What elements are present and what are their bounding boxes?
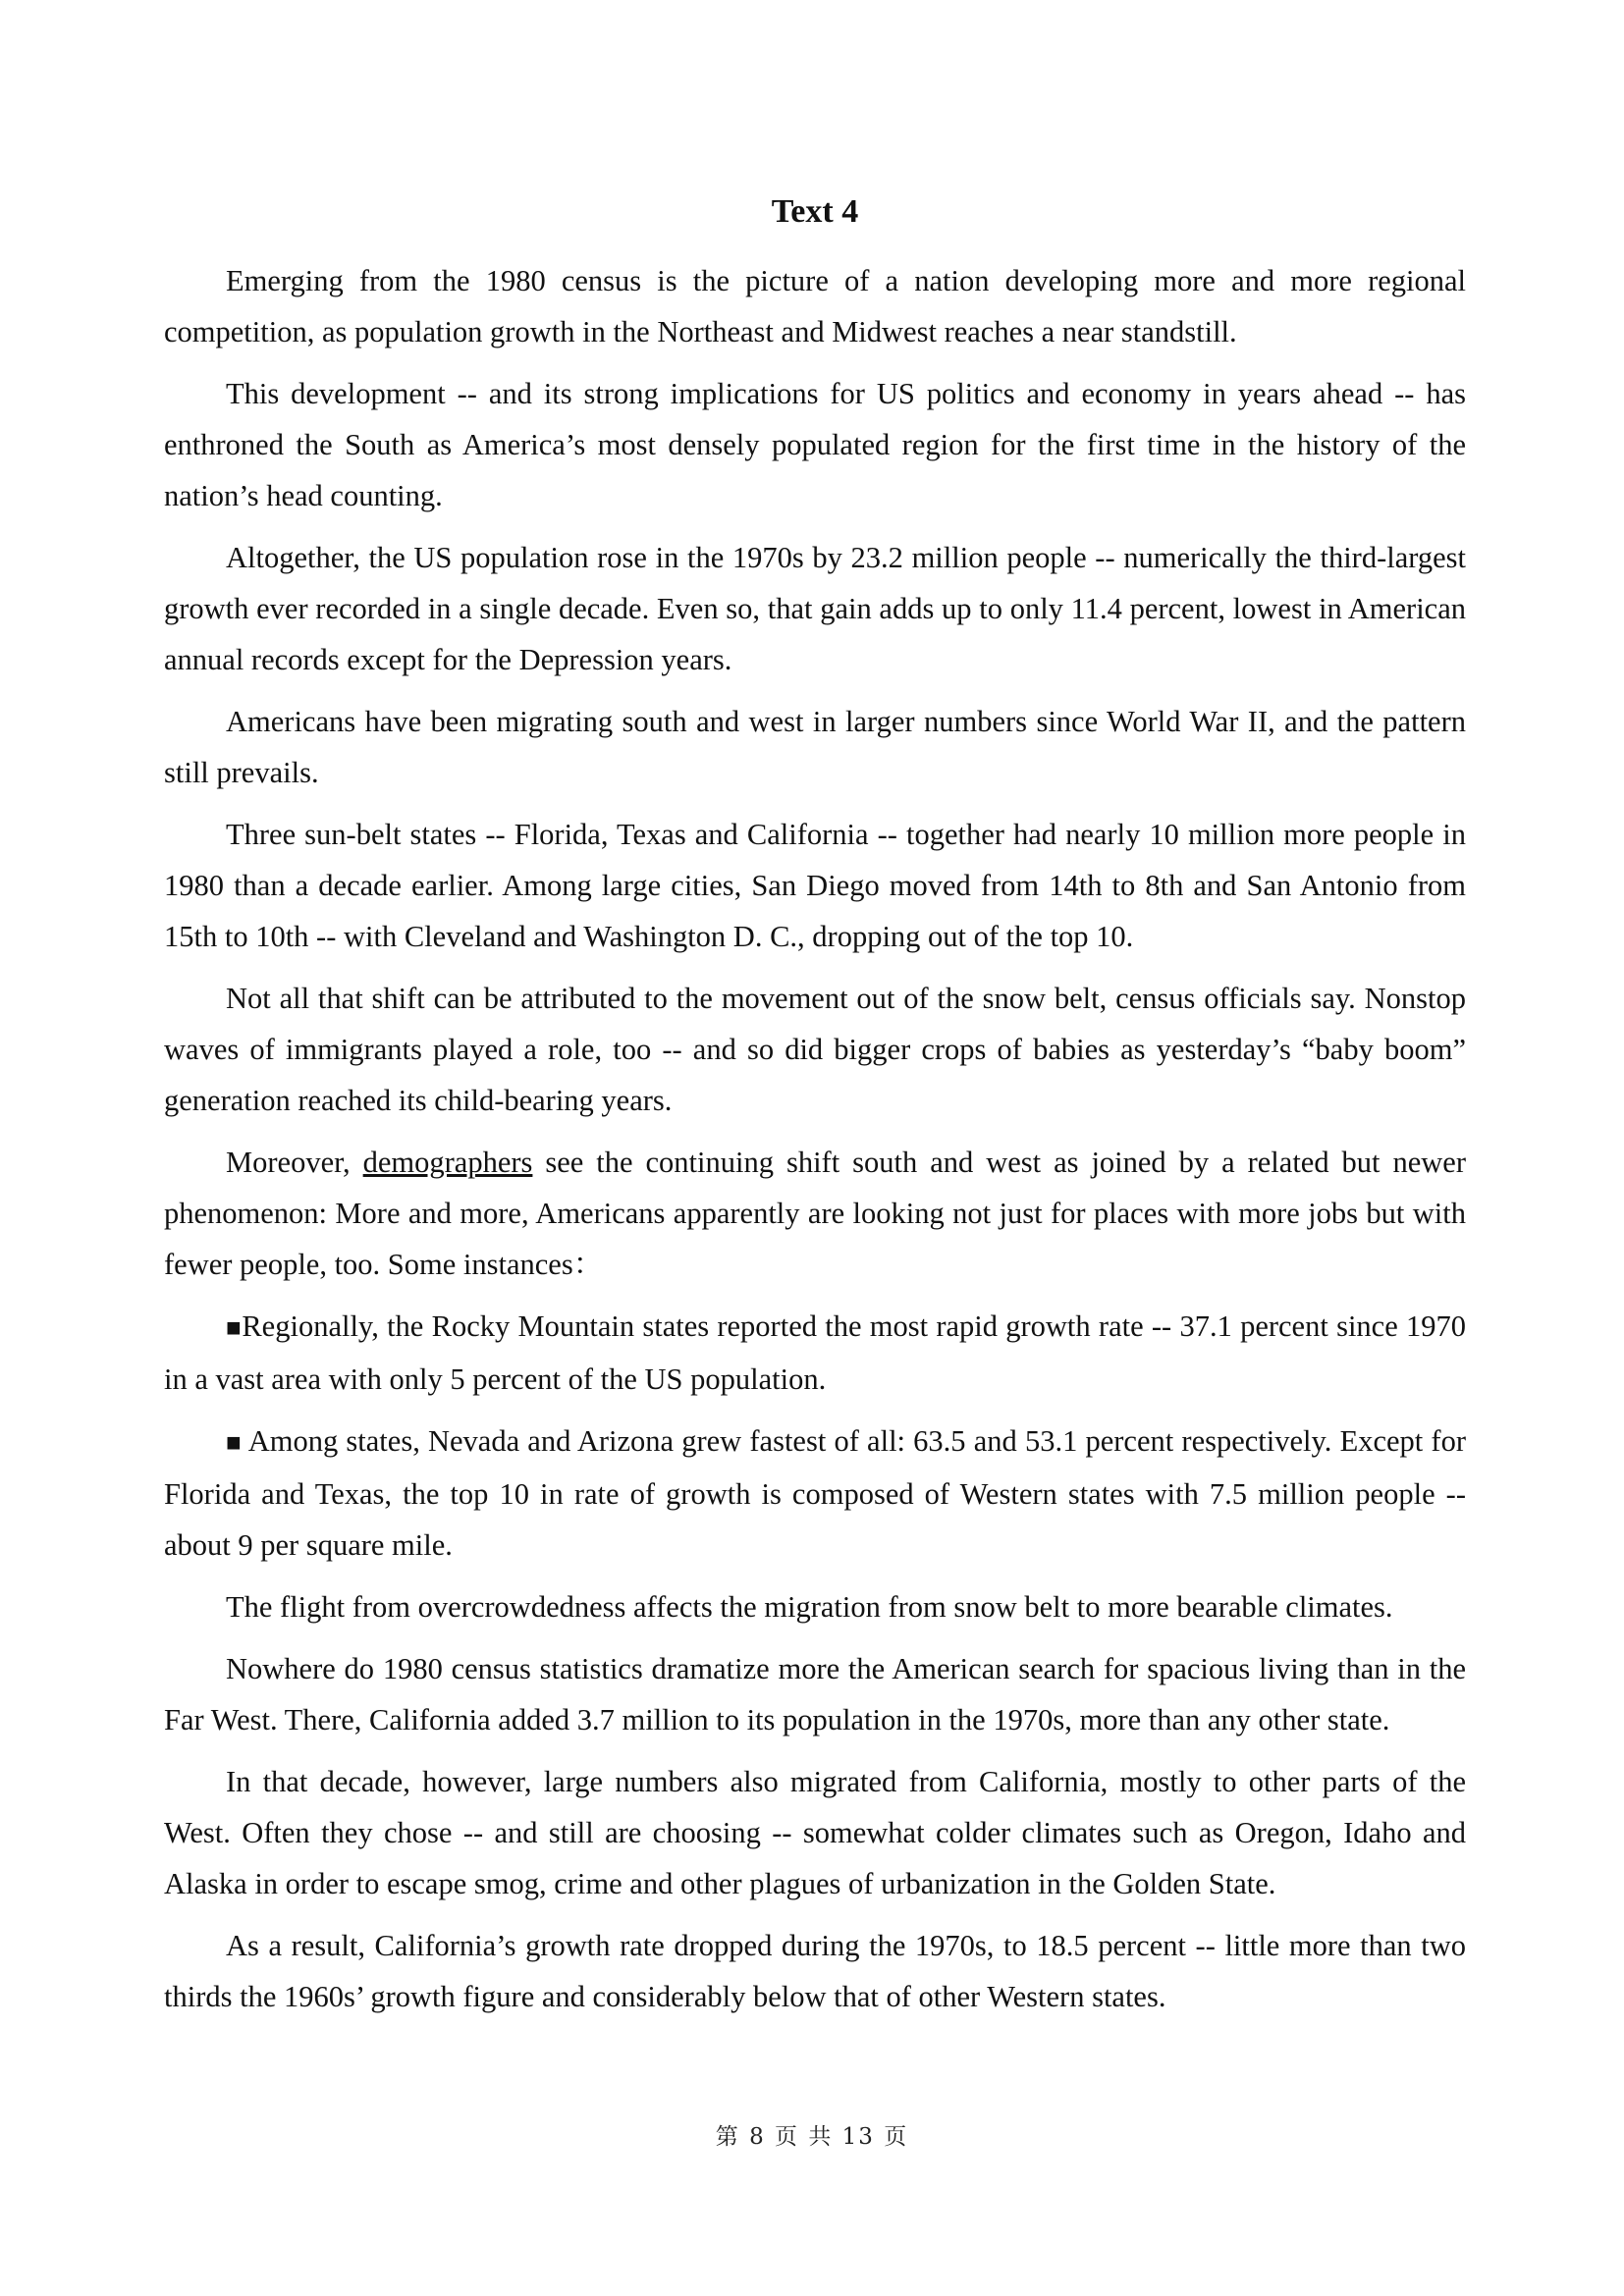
bullet-item-1 [164, 1301, 1466, 1405]
square-bullet-icon: ■ [226, 1428, 243, 1457]
paragraph-11: As a result, California’s growth rate dropped during the 1970s, to 18.5 percent -- little more than two thirds the 1960s’ growth figure and considerably below that of other Western states. [164, 1929, 1466, 2013]
paragraph-5: Three sun-belt states -- Florida, Texas and California -- together had nearly 10 million more people in 1980 than a decade earlier. Among large cities, San Diego moved from 14th to 8th and San Antonio from 15th to 10th -- with Cleveland and Washington D. C., dropping out of the top 10. [164, 818, 1466, 953]
paragraph-7-rest: see the continuing shift south and west as joined by a related but newer phenomenon: More and more, Americans apparently are looking not just for places with more jobs but with fewer people, too. Some instances： [164, 1146, 1466, 1281]
paragraph-10: In that decade, however, large numbers also migrated from California, mostly to other parts of the West. Often they chose -- and still are choosing -- somewhat colder climates such as Oregon, Idaho and Alaska in order to escape smog, crime and other plagues of urbanization in the Golden State. [164, 1765, 1466, 1900]
page-number-footer: 第 8 页 共 13 页 [715, 2124, 909, 2150]
paragraph-8: The flight from overcrowdedness affects the migration from snow belt to more bearable climates. [226, 1590, 1393, 1624]
paragraph-9: Nowhere do 1980 census statistics dramatize more the American search for spacious living than in the Far West. There, California added 3.7 million to its population in the 1970s, more than any other state. [164, 1652, 1466, 1736]
square-bullet-icon: ■ [226, 1313, 243, 1342]
paragraph-3: Altogether, the US population rose in the 1970s by 23.2 million people -- numerically the third-largest growth ever recorded in a single decade. Even so, that gain adds up to only 11.4 percent, lowest in American annual records except for the Depression years. [164, 541, 1466, 676]
document-page [164, 187, 1466, 2033]
paragraph-6: Not all that shift can be attributed to the movement out of the snow belt, census officials say. Nonstop waves of immigrants played a role, too -- and so did bigger crops of babies as yesterday’s “baby boom” generation reached its child-bearing years. [164, 982, 1466, 1117]
bullet-item-2-text: Among states, Nevada and Arizona grew fastest of all: 63.5 and 53.1 percent respectively. Except for Florida and Texas, the top 10 in rate of growth is composed of Western states with 7.5 million people -- about 9 per square mile. [164, 1424, 1466, 1562]
bullet-item-1-text: Regionally, the Rocky Mountain states reported the most rapid growth rate -- 37.1 percent since 1970 in a vast area with only 5 percent of the US population. [164, 1309, 1466, 1396]
paragraph-7-lead: Moreover, [226, 1146, 363, 1179]
text-title: Text 4 [771, 193, 859, 230]
paragraph-1: Emerging from the 1980 census is the picture of a nation developing more and more regional competition, as population growth in the Northeast and Midwest reaches a near standstill. [164, 264, 1466, 348]
paragraph-7 [164, 1137, 1466, 1290]
paragraph-2: This development -- and its strong implications for US politics and economy in years ahead -- has enthroned the South as America’s most densely populated region for the first time in the history of the nation’s head counting. [164, 377, 1466, 512]
bullet-item-2 [164, 1415, 1466, 1571]
paragraph-4: Americans have been migrating south and west in larger numbers since World War II, and the pattern still prevails. [164, 705, 1466, 789]
underlined-word-demographers: demographers [362, 1146, 533, 1179]
